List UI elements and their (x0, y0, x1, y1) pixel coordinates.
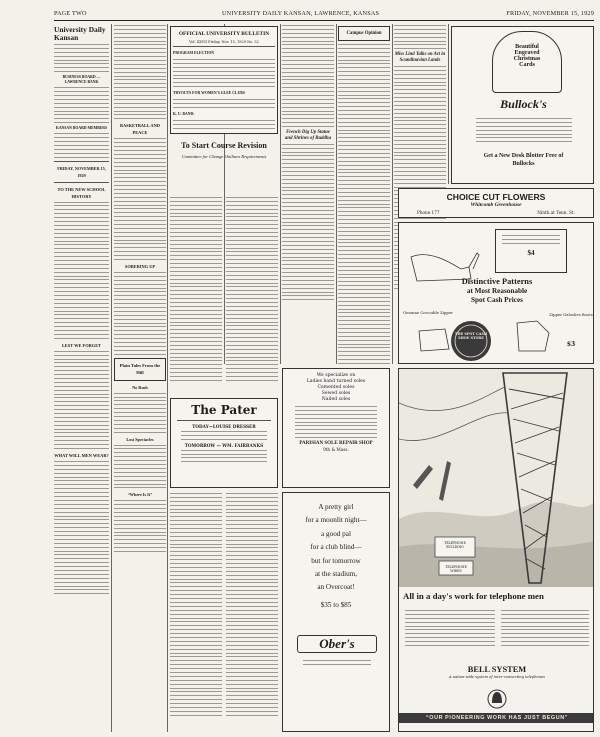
editorial-column (54, 24, 109, 734)
column-two-top-text (114, 25, 166, 119)
pater-ad (170, 398, 278, 488)
campus-opinion-box (338, 26, 390, 41)
course-revision-body-left (170, 196, 222, 396)
flowers-title: CHOICE CUT FLOWERS (446, 192, 546, 202)
column-rule (111, 24, 112, 732)
obers-line-3: a good pal (321, 529, 351, 538)
editorial-head-history: TO THE NEW SCHOOL HISTORY (57, 186, 106, 199)
galosh-drawing (517, 321, 549, 351)
bulletin-head-band: K. U. BAND: (173, 112, 195, 117)
shoes-left-label: Genuine Crocodile Zipper (403, 310, 453, 315)
bell-copy-left (405, 610, 495, 649)
sole-line-3: Cemented soles (317, 385, 355, 390)
campus-opinion-body (338, 44, 390, 364)
pater-line-today: TODAY—LOUISE DRESSER (192, 424, 256, 429)
bulletin-title: OFFICIAL UNIVERSITY BULLETIN (178, 31, 270, 37)
editorial-staff-text (54, 44, 109, 72)
course-revision-text-2 (226, 197, 278, 381)
bell-company: BELL SYSTEM (467, 665, 527, 674)
no-rush-heading: No Rush (132, 384, 148, 390)
column-rule (336, 24, 337, 364)
bullocks-line-2: Engraved (514, 50, 540, 56)
foreground (399, 541, 594, 587)
lower-text-left-body (170, 493, 222, 716)
sole-line-2: Ladies hand turned soles (306, 379, 366, 384)
editorial-date: FRIDAY, NOVEMBER 15, 1929 (57, 165, 106, 178)
where-is-it-heading: “Where Is It” (127, 492, 153, 498)
sobering-heading: SOBERING UP (124, 263, 156, 269)
pater-title: The Pater (191, 403, 257, 417)
editorial-head-forget: LEST WE FORGET (61, 342, 102, 348)
obers-line-6: at the stadium, (314, 570, 358, 579)
sole-line-1: We specialize on (316, 373, 356, 378)
editorial-body-2 (54, 351, 109, 449)
telephone-tower-illustration (399, 369, 594, 587)
bullocks-ad (451, 26, 594, 184)
sole-repair-shop: PARISIAN SOLE REPAIR SHOP (299, 441, 373, 447)
bulletin-head-election: PROGRAM ELECTION (173, 51, 215, 55)
flowers-phone: Phone 177 (417, 210, 440, 215)
sole-line-4: Sewed soles (321, 391, 351, 396)
divider (173, 46, 275, 47)
sole-line-5: Nailed soles (321, 397, 351, 402)
course-revision-story (170, 138, 278, 196)
bell-slogan: “OUR PIONEERING WORK HAS JUST BEGUN” (426, 715, 568, 721)
campus-opinion-heading: Campus Opinion (346, 31, 382, 36)
bullocks-line-1: Beautiful (515, 44, 539, 50)
plain-tales-heading: Plain Tales From the Hill (119, 362, 161, 375)
lost-spectacles-body (114, 445, 166, 489)
bullocks-line-3: Christmas (513, 56, 541, 62)
paper-title: UNIVERSITY DAILY KANSAN, LAWRENCE, KANSAS (222, 10, 380, 17)
staff-list (54, 133, 109, 157)
sobering-body (114, 272, 166, 355)
pater-line-today-details (181, 431, 267, 440)
bell-caption-2: TELEPHONE WIRES (445, 565, 467, 573)
obers-price: $35 to $85 (320, 600, 352, 609)
lind-top-text (394, 25, 446, 49)
business-board-heading: BUSINESS BOARD — LAWRENCE BANK (62, 75, 101, 85)
column-rule (392, 24, 393, 364)
column-rule (280, 24, 281, 364)
pater-line-tomorrow-details (181, 450, 267, 463)
lost-spectacles-heading: Lost Spectacles (126, 436, 154, 442)
bulletin-tryouts-text (173, 99, 275, 108)
flowers-ad (398, 188, 594, 218)
editorial-body-1 (54, 202, 109, 339)
bell-caption-1: TELEPHONE BUILDING (444, 541, 466, 549)
lind-headline: Miss Lind Talks on Art in Scandinavian Lands (394, 52, 446, 64)
obers-line-4: for a club blind— (310, 543, 362, 552)
column-two (114, 24, 166, 734)
basketball-body (114, 138, 166, 260)
french-top-text (282, 25, 334, 127)
shoes-line-2: at Most Reasonable (466, 287, 528, 295)
shoes-line-3: Spot Cash Prices (471, 296, 523, 304)
lower-text-left (170, 492, 222, 732)
obers-fineprint (303, 660, 371, 668)
plain-tales-box (114, 358, 166, 381)
shoe-store-ad (398, 222, 594, 364)
staff-heading: KANSAN BOARD MEMBERS (55, 126, 108, 131)
obers-line-5: but for tomorrow (311, 556, 361, 565)
pater-line-tomorrow: TOMORROW — WM. FAIRBANKS (184, 442, 264, 448)
shoe-heel (469, 253, 479, 269)
flowers-address: Ninth at Tenn. St. (537, 210, 575, 215)
french-headline: French Dig Up Statue and Shrines of Buddha (285, 130, 331, 141)
editorial-head-wear: WHAT WILL MEN WEAR? (54, 453, 109, 459)
price-box (495, 229, 567, 273)
price-box-text (502, 235, 560, 244)
column-rule (167, 24, 168, 732)
bell-logo-icon (492, 692, 502, 703)
divider (177, 420, 271, 421)
where-is-it-body (114, 500, 166, 552)
bulletin-head-tryouts: TRYOUTS FOR WOMEN'S GLEE CLUBS (173, 91, 245, 96)
course-revision-body-right (226, 196, 278, 396)
shoes-title: Distinctive Patterns (461, 277, 533, 286)
course-revision-headline: To Start Course Revision (181, 141, 267, 150)
bullocks-line-4: Cards (519, 62, 535, 68)
obers-brand: Ober's (297, 635, 377, 653)
campus-opinion-column (338, 24, 390, 364)
editorial-title: University Daily Kansan (54, 25, 106, 42)
obers-line-7: an Overcoat! (317, 583, 355, 592)
french-body (282, 144, 334, 301)
sole-repair-address: 9th & Mass. (323, 447, 349, 453)
bullocks-brand: Bullock's (500, 97, 547, 111)
sole-repair-copy (283, 373, 389, 403)
obers-line-2: for a moonlit night— (305, 516, 367, 525)
spot-cash-badge (451, 321, 491, 361)
page-label: PAGE TWO (54, 10, 87, 17)
lower-text-right-body (226, 493, 278, 716)
sole-repair-ad (282, 368, 390, 488)
editorial-body-3 (54, 461, 109, 594)
obers-line-1: A pretty girl (318, 503, 354, 511)
basketball-heading: BASKETBALL AND PEACE (120, 123, 160, 136)
price-main: $4 (527, 248, 535, 257)
bulletin-subline: Vol. XXVII Friday, Nov. 15, 1929 No. 52 (189, 40, 259, 44)
shoes-right-price: $3 (566, 341, 576, 348)
business-board-text (54, 87, 109, 123)
sole-repair-body (295, 406, 377, 438)
french-story (282, 24, 334, 364)
bullocks-copy (476, 118, 572, 145)
obers-ad (282, 492, 390, 732)
column-rule (448, 24, 449, 184)
date-line: FRIDAY, NOVEMBER 15, 1929 (506, 10, 594, 17)
course-revision-text (170, 197, 222, 381)
bulletin-election-text (173, 59, 275, 87)
crocodile-shoe-drawing (419, 329, 449, 351)
divider (54, 182, 109, 183)
lower-text-right (226, 492, 278, 732)
no-rush-body (114, 393, 166, 433)
obers-copy (283, 501, 389, 612)
bell-company-sub: A nation-wide system of inter-connecting telephones (449, 675, 545, 679)
course-revision-subhead: Committee for Change Outlines Requirements (181, 154, 267, 159)
official-bulletin (170, 26, 278, 134)
bullocks-bell-frame (492, 31, 562, 93)
bulletin-band-text (173, 120, 275, 129)
divider (54, 161, 109, 162)
masthead-rule (54, 20, 594, 21)
flowers-name: Whitcomb Greenhouse (470, 202, 522, 208)
bullocks-tagline: Get a New Desk Blotter Free of Bullocks (483, 153, 564, 167)
bell-copy-right (501, 610, 589, 649)
shoes-right-label: Zipper Galoshes Boots (549, 312, 593, 317)
bell-system-ad (398, 368, 594, 732)
bell-headline: All in a day's work for telephone men (403, 591, 544, 601)
spot-cash-badge-text: THE SPOT CASH SHOE STORE (454, 332, 488, 341)
